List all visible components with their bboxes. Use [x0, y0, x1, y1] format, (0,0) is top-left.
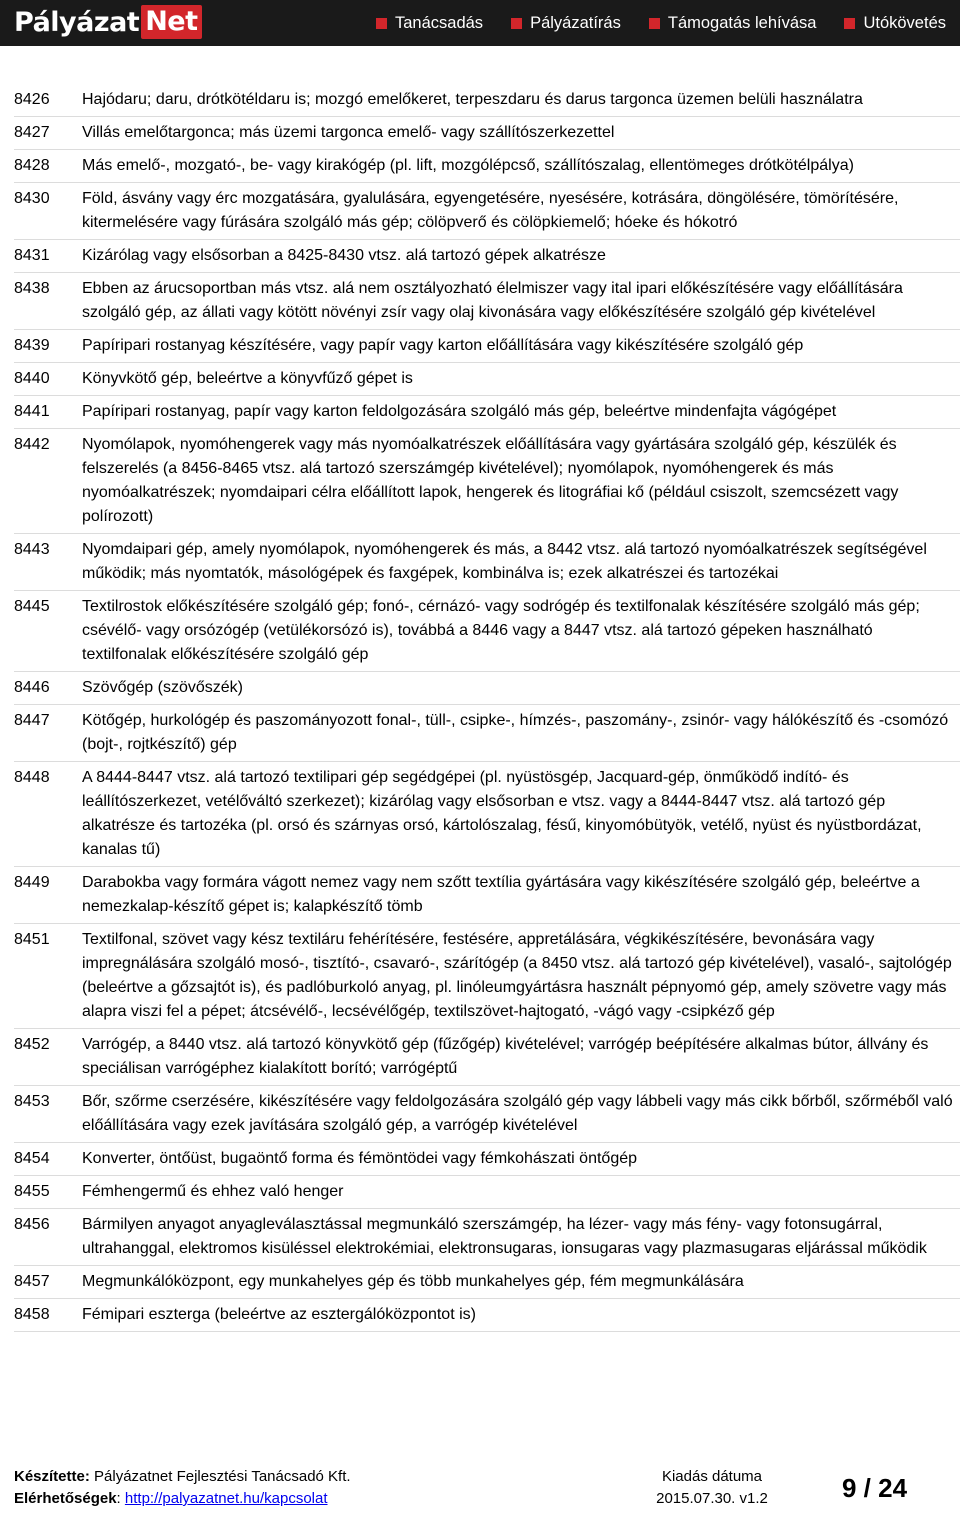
entry-code: 8452	[14, 1036, 50, 1053]
list-item	[14, 1143, 960, 1176]
nav-item-palyazatiras[interactable]	[511, 14, 621, 33]
footer-credits	[14, 1466, 351, 1510]
contact-line: Elérhetőségek: http://palyazatnet.hu/kapcsolat	[14, 1490, 328, 1507]
made-by-line	[14, 1466, 351, 1488]
contact-label: Elérhetőségek	[14, 1490, 117, 1507]
entry-description: Más emelő-, mozgató-, be- vagy kirakógép (pl. lift, mozgólépcső, szállítószalag, ellentömeges drótkötélpálya)	[82, 157, 854, 174]
entry-description: Fémipari eszterga (beleértve az esztergálóközpontot is)	[82, 1306, 476, 1323]
page-number: 9 / 24	[842, 1473, 908, 1503]
list-item	[14, 1209, 960, 1266]
list-item	[14, 924, 960, 1029]
entry-code: 8443	[14, 541, 50, 558]
list-item	[14, 1299, 960, 1332]
entry-description: A 8444-8447 vtsz. alá tartozó textilipari gép segédgépei (pl. nyüstösgép, Jacquard-gép, önműködő indító- és leállítószerkezet, vetélőváltó szerkezet); kizárólag vagy elsősorban e vtsz. vagy a 8444-8447 vtsz. alá tartozó gép alkatrésze és tartozéka (pl. orsó és szárnyas orsó, kártolószalag, fésű, kinyomóbütyök, vetélő, nyüst és nyüstbordázat, kanalas tű)	[82, 769, 922, 858]
entry-code: 8438	[14, 280, 50, 297]
entry-code: 8453	[14, 1093, 50, 1110]
list-item	[14, 429, 960, 534]
entry-description: Bőr, szőrme cserzésére, kikészítésére vagy feldolgozására szolgáló gép vagy lábbeli vagy más cikk bőrből, szőrméből való előállítására vagy ezek javítására szolgáló gép, a varrógép kivételével	[82, 1093, 953, 1134]
entry-code: 8426	[14, 91, 50, 108]
entry-description: Ebben az árucsoportban más vtsz. alá nem osztályozható élelmiszer vagy ital ipari előkészítésére vagy előállítására szolgáló gép, az állati vagy kötött növényi zsír vagy olaj kivonására vagy előkészítésére szolgáló gép kivételével	[82, 280, 903, 321]
entry-description: Nyomólapok, nyomóhengerek vagy más nyomóalkatrészek előállítására vagy gyártására szolgáló gép, készülék és felszerelés (a 8456-8465 vtsz. alá tartozó szerszámgép kivételével); nyomólapok, nyomóhengerek és más nyomóalkatrészek; nyomdaipari célra előállított lapok, hengerek és litográfiai kő (például csiszolt, szemcsézett vagy polírozott)	[82, 436, 899, 525]
nav-item-utokovetes[interactable]	[844, 14, 946, 33]
nav-item-label: Pályázatírás	[530, 13, 621, 32]
customs-code-list	[14, 84, 960, 1332]
entry-description: Szövőgép (szövőszék)	[82, 679, 243, 696]
release-date-label: Kiadás dátuma	[661, 1468, 763, 1485]
entry-code: 8454	[14, 1150, 50, 1167]
list-item	[14, 396, 960, 429]
entry-code: 8428	[14, 157, 50, 174]
list-item	[14, 240, 960, 273]
list-item	[14, 534, 960, 591]
entry-code: 8456	[14, 1216, 50, 1233]
entry-description: Papíripari rostanyag készítésére, vagy papír vagy karton előállítására vagy kikészítésére szolgáló gép	[82, 337, 804, 354]
made-by-label: Készítette:	[14, 1468, 90, 1485]
entry-code: 8431	[14, 247, 50, 264]
list-item	[14, 867, 960, 924]
entry-description: Nyomdaipari gép, amely nyomólapok, nyomóhengerek és más, a 8442 vtsz. alá tartozó nyomóalkatrészek segítségével működik; más nyomtatók, másológépek és faxgépek, kombinálva is; ezek alkatrészei és tartozékai	[82, 541, 927, 582]
nav-item-label: Tanácsadás	[395, 13, 484, 32]
list-item	[14, 672, 960, 705]
logo-text-main: Pályázat	[14, 6, 140, 38]
entry-code: 8440	[14, 370, 50, 387]
entry-description: Megmunkálóközpont, egy munkahelyes gép és több munkahelyes gép, fém megmunkálására	[82, 1273, 744, 1290]
nav-item-label: Támogatás lehívása	[667, 13, 817, 32]
list-item	[14, 591, 960, 672]
entry-code: 8455	[14, 1183, 50, 1200]
list-item	[14, 363, 960, 396]
entry-description: Textilfonal, szövet vagy kész textiláru fehérítésére, festésére, appretálására, végkikészítésére, bevonására vagy impregnálására szolgáló mosó-, tisztító-, csavaró-, szárítógép (a 8450 vtsz. alá tartozó gép kivételével), vasaló-, sajtológép (beleértve a gőzsajtót is), és padlóburkoló anyag, pl. linóleumgyártásra használt pépnyomó gép, amely szövetre vagy más alapra viszi fel a pépet; átcsévélő-, lecsévélőgép, textilszövet-hajtogató, -vágó vagy -csipkéző gép	[82, 931, 952, 1020]
entry-description: Papíripari rostanyag, papír vagy karton feldolgozására szolgáló más gép, beleértve mindenfajta vágógépet	[82, 403, 837, 420]
entry-code: 8439	[14, 337, 50, 354]
list-item	[14, 705, 960, 762]
entry-description: Kötőgép, hurkológép és paszományozott fonal-, tüll-, csipke-, hímzés-, paszomány-, zsinór- vagy hálókészítő és -csomózó (bojt-, rojtkészítő) gép	[82, 712, 949, 753]
entry-description: Varrógép, a 8440 vtsz. alá tartozó könyvkötő gép (fűzőgép) kivételével; varrógép beépítésére alkalmas bútor, állvány és speciálisan varrógéphez kialakított borító; varrógéptű	[82, 1036, 929, 1077]
entry-description: Föld, ásvány vagy érc mozgatására, gyalulására, egyengetésére, nyesésére, kotrására, döngölésére, tömörítésére, kitermelésére vagy fúrására szolgáló más gép; cölöpverő és cölöpkiemelő; hóeke és hókotró	[82, 190, 899, 231]
entry-description: Fémhengermű és ehhez való henger	[82, 1183, 344, 1200]
entry-description: Konverter, öntőüst, bugaöntő forma és fémöntödei vagy fémkohászati öntőgép	[82, 1150, 638, 1167]
release-date-value: 2015.07.30. v1.2	[656, 1490, 768, 1507]
entry-code: 8448	[14, 769, 50, 786]
bullet-square-icon	[511, 18, 522, 29]
contact-link[interactable]: http://palyazatnet.hu/kapcsolat	[124, 1490, 328, 1507]
entry-description: Darabokba vagy formára vágott nemez vagy nem szőtt textília gyártására vagy kikészítésére szolgáló gép, beleértve a nemezkalap-készítő gépet is; kalapkészítő tömb	[82, 874, 920, 915]
nav-item-tamogatas-lehivasa[interactable]	[649, 14, 817, 33]
entry-code: 8449	[14, 874, 50, 891]
entry-code: 8427	[14, 124, 50, 141]
bullet-square-icon	[376, 18, 387, 29]
entry-description: Hajódaru; daru, drótkötéldaru is; mozgó emelőkeret, terpeszdaru és darus targonca üzemen belüli használatra	[82, 91, 863, 108]
list-item	[14, 273, 960, 330]
entry-description: Kizárólag vagy elsősorban a 8425-8430 vtsz. alá tartozó gépek alkatrésze	[82, 247, 606, 264]
list-item	[14, 117, 960, 150]
list-item	[14, 150, 960, 183]
entry-code: 8451	[14, 931, 50, 948]
entry-code: 8447	[14, 712, 50, 729]
entry-code: 8442	[14, 436, 50, 453]
entry-description: Villás emelőtargonca; más üzemi targonca emelő- vagy szállítószerkezettel	[82, 124, 615, 141]
list-item	[14, 1176, 960, 1209]
logo-text-net: Net	[141, 5, 201, 39]
entry-code: 8446	[14, 679, 50, 696]
site-header	[0, 0, 960, 46]
bullet-square-icon	[649, 18, 660, 29]
list-item	[14, 1029, 960, 1086]
entry-description: Könyvkötő gép, beleértve a könyvfűző gépet is	[82, 370, 413, 387]
list-item	[14, 762, 960, 867]
entry-code: 8445	[14, 598, 50, 615]
entry-description: Bármilyen anyagot anyagleválasztással megmunkáló szerszámgép, ha lézer- vagy más fény- vagy fotonsugárral, ultrahanggal, elektromos kisüléssel elektrokémiai, elektronsugaras, ionsugaras vagy plazmasugaras eljárással működik	[82, 1216, 927, 1257]
list-item	[14, 1266, 960, 1299]
main-nav	[376, 0, 946, 46]
page-footer	[14, 1466, 946, 1510]
site-logo[interactable]	[14, 2, 202, 42]
entry-code: 8441	[14, 403, 50, 420]
made-by-value: Pályázatnet Fejlesztési Tanácsadó Kft.	[94, 1468, 351, 1485]
list-item	[14, 84, 960, 117]
bullet-square-icon	[844, 18, 855, 29]
entry-description: Textilrostok előkészítésére szolgáló gép; fonó-, cérnázó- vagy sodrógép és textilfonalak készítésére szolgáló más gép; csévélő- vagy orsózógép (vetülékorsózó is), továbbá a 8446 vagy a 8447 vtsz. alá tartozó gépeken használható textilfonalak előkészítésére szolgáló gép	[82, 598, 920, 663]
entry-code: 8458	[14, 1306, 50, 1323]
list-item	[14, 183, 960, 240]
nav-item-tanacsadas[interactable]	[376, 14, 483, 33]
nav-item-label: Utókövetés	[863, 13, 946, 32]
release-date	[652, 1466, 772, 1510]
list-item	[14, 1086, 960, 1143]
entry-code: 8430	[14, 190, 50, 207]
list-item	[14, 330, 960, 363]
entry-code: 8457	[14, 1273, 50, 1290]
